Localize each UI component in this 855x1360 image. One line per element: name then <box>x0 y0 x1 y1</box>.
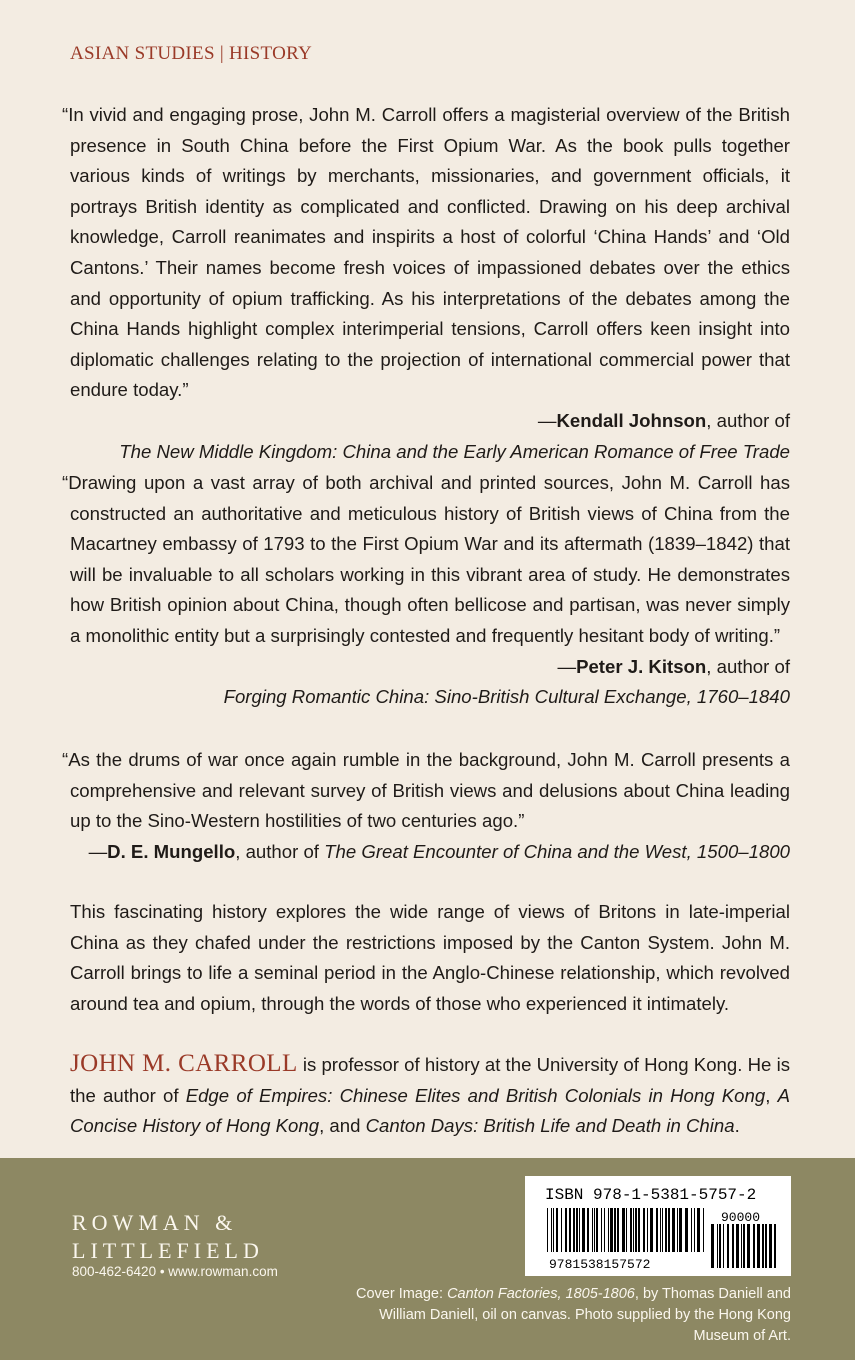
barcode-bar <box>592 1208 593 1252</box>
quote-text: “In vivid and engaging prose, John M. Carroll offers a magisterial overview of the British presence in South China before the First Opium War. As the book pulls together various kinds of writings by merchants, missionaries, and government officials, it portrays British identity as complicated and conflicted. Drawing on his deep archival knowledge, Carroll reanimates and inspirits a host of colorful ‘China Hands’ and ‘Old Cantons.’ Their names become fresh voices of impassioned debates over the ethics and opportunity of opium trafficking. As his interpretations of the debates among the China Hands highlight complex interimperial tensions, Carroll offers keen insight into diplomatic challenges relating to the projection of international commercial power that endure today.” <box>62 104 790 401</box>
barcode-bar <box>638 1208 640 1252</box>
barcode-bar <box>565 1208 567 1252</box>
barcode-bar <box>587 1208 589 1252</box>
barcode-bar <box>691 1208 692 1252</box>
barcode-addon-bar <box>762 1224 764 1268</box>
barcode-bar <box>647 1208 648 1252</box>
barcode-addon-bar <box>723 1224 724 1268</box>
footer-band <box>0 1158 855 1360</box>
quote-text: “Drawing upon a vast array of both archival and printed sources, John M. Carroll has constructed an authoritative and meticulous history of British views of China from the Macartney embassy of 1793 to the First Opium War and its aftermath (1839–1842) that will be invaluable to all scholars working in this vibrant area of study. He demonstrates how British opinion about China, though often bellicose and partisan, was never simply a monolithic entity but a surprisingly contested and frequently hesitant body of writing.” <box>62 472 790 646</box>
category-label: ASIAN STUDIES | HISTORY <box>70 43 313 64</box>
quote-author: D. E. Mungello <box>107 840 236 862</box>
barcode-bar <box>614 1208 616 1252</box>
barcode-bar <box>576 1208 578 1252</box>
bio-book-2: A Concise History of Hong Kong <box>70 1084 790 1137</box>
barcode-bar <box>561 1208 562 1252</box>
barcode-bar <box>622 1208 625 1252</box>
quote-author: Peter J. Kitson <box>576 655 707 677</box>
cover-credit-title: Canton Factories, 1805-1806 <box>447 1286 635 1302</box>
barcode-bar <box>660 1208 661 1252</box>
quote-book: The New Middle Kingdom: China and the Early American Romance of Free Trade <box>119 440 790 462</box>
barcode-bar <box>633 1208 634 1252</box>
barcode-addon-bar <box>774 1224 776 1268</box>
barcode-addon-bar <box>747 1224 750 1268</box>
barcode-bar <box>643 1208 645 1252</box>
isbn-text: ISBN 978-1-5381-5757-2 <box>545 1186 757 1204</box>
barcode-addon-bar <box>757 1224 760 1268</box>
barcode-bar <box>656 1208 658 1252</box>
barcode-addon-bar <box>743 1224 745 1268</box>
barcode-addon-bar <box>719 1224 721 1268</box>
barcode-addon-digits: 90000 <box>721 1210 761 1225</box>
bio-book-1: Edge of Empires: Chinese Elites and British Colonials in Hong Kong <box>185 1084 766 1106</box>
barcode-bar <box>608 1208 609 1252</box>
quote-text: “As the drums of war once again rumble in the background, John M. Carroll presents a comprehensive and relevant survey of British views and delusions about China leading up to the Sino-Western hostilities of two centuries ago.” <box>62 749 790 832</box>
barcode-bar <box>556 1208 558 1252</box>
barcode-bar <box>635 1208 637 1252</box>
barcode-bar <box>604 1208 605 1252</box>
barcode-bar <box>596 1208 598 1252</box>
quote-author: Kendall Johnson <box>556 409 707 431</box>
barcode-addon-bar <box>753 1224 755 1268</box>
book-description: This fascinating history explores the wide range of views of Britons in late-imperial China as they chafed under the restrictions imposed by the Canton System. John M. Carroll brings to life a seminal period in the Anglo-Chinese relationship, which revolved around tea and opium, through the words of those who experienced it intimately. <box>70 901 790 1014</box>
barcode-bar <box>650 1208 653 1252</box>
barcode-addon-bar <box>732 1224 734 1268</box>
barcode-bar <box>553 1208 554 1252</box>
barcode-bar <box>551 1208 552 1252</box>
barcode-bar <box>594 1208 595 1252</box>
barcode-addon-bar <box>765 1224 767 1268</box>
barcode-bar <box>679 1208 682 1252</box>
barcode-bar <box>685 1208 688 1252</box>
barcode-bars <box>525 1176 791 1276</box>
barcode-bar <box>547 1208 548 1252</box>
barcode-bar <box>626 1208 627 1252</box>
barcode-addon-bar <box>711 1224 714 1268</box>
author-bio: JOHN M. CARROLL is professor of history at the University of Hong Kong. He is the author of Edge of Empires: Chinese Elites and British Colonials in Hong Kong, A Concise History of Hong Kong, and Canton Days: British Life and Death in China. <box>70 1050 790 1137</box>
barcode-bar <box>677 1208 678 1252</box>
barcode-addon-bar <box>717 1224 718 1268</box>
barcode-bar <box>662 1208 663 1252</box>
barcode-bar <box>668 1208 670 1252</box>
barcode-bar <box>617 1208 619 1252</box>
quote-attribution: —D. E. Mungello, author of The Great Encounter of China and the West, 1500–1800 <box>88 840 790 862</box>
barcode-bar <box>610 1208 613 1252</box>
author-name: JOHN M. CARROLL <box>70 1050 298 1077</box>
barcode-bar <box>672 1208 675 1252</box>
barcode-bar <box>573 1208 575 1252</box>
endorsement-2 <box>62 468 790 713</box>
barcode-bar <box>582 1208 585 1252</box>
cover-credit: Cover Image: Canton Factories, 1805-1806, by Thomas Daniell and William Daniell, oil on canvas. Photo supplied by the Hong Kong Museum of Art. <box>355 1286 791 1344</box>
barcode-bar <box>703 1208 704 1252</box>
barcode-bar <box>665 1208 667 1252</box>
bio-book-3: Canton Days: British Life and Death in China <box>365 1115 735 1137</box>
barcode-bar <box>697 1208 700 1252</box>
quote-attribution: —Peter J. Kitson, author of <box>557 655 790 677</box>
barcode-bar <box>579 1208 580 1252</box>
publisher-contact: 800-462-6420 • www.rowman.com <box>72 1264 278 1279</box>
barcode-bar <box>601 1208 602 1252</box>
barcode-digits: 9781538157572 <box>549 1257 651 1272</box>
quote-attribution: —Kendall Johnson, author of <box>537 409 790 431</box>
barcode-addon-bar <box>736 1224 739 1268</box>
publisher-logo-line2: LITTLEFIELD <box>72 1238 264 1263</box>
barcode-addon-bar <box>727 1224 729 1268</box>
barcode-addon-bar <box>741 1224 742 1268</box>
barcode-addon-bar <box>769 1224 772 1268</box>
endorsement-3 <box>62 745 790 867</box>
quote-book: Forging Romantic China: Sino-British Cultural Exchange, 1760–1840 <box>223 686 790 708</box>
endorsement-1 <box>62 100 790 467</box>
barcode-bar <box>630 1208 632 1252</box>
barcode <box>525 1176 791 1276</box>
barcode-bar <box>694 1208 695 1252</box>
quote-book: The Great Encounter of China and the West, 1500–1800 <box>324 840 790 862</box>
barcode-bar <box>569 1208 571 1252</box>
publisher-logo-line1: ROWMAN & <box>72 1210 238 1235</box>
